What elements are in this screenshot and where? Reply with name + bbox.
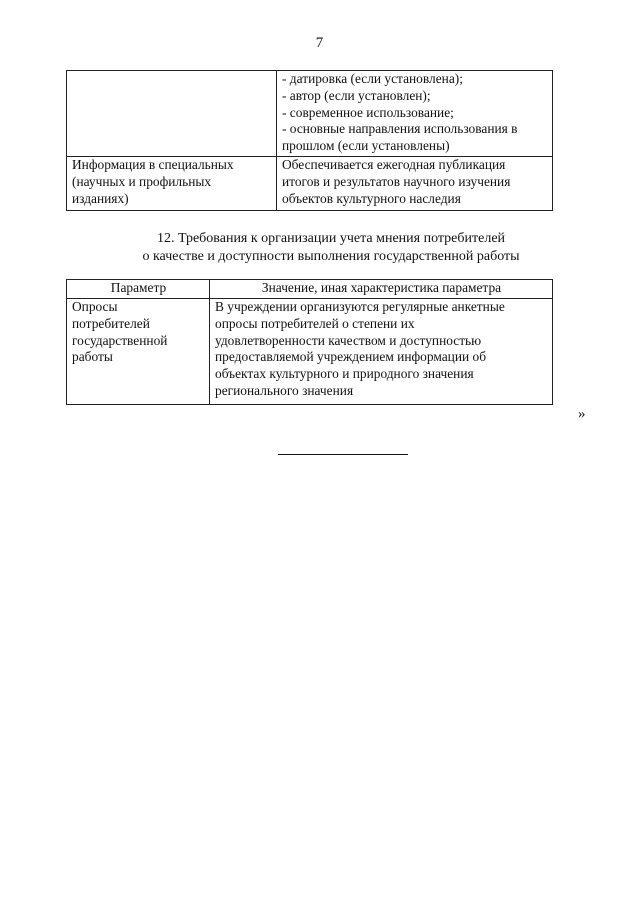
heading-line: 12. Требования к организации учета мнения потребителей bbox=[156, 231, 506, 246]
text-line: Информация в специальных bbox=[72, 156, 234, 172]
text-line: В учреждении организуются регулярные анкетные bbox=[215, 299, 505, 314]
value-cell bbox=[277, 71, 553, 157]
closing-quote: » bbox=[578, 406, 586, 422]
end-rule bbox=[278, 454, 408, 455]
param-cell bbox=[67, 156, 277, 210]
value-cell bbox=[277, 156, 553, 210]
text-line: потребителей bbox=[72, 315, 150, 331]
text-line: прошлом (если установлены) bbox=[282, 138, 450, 154]
text-line: Обеспечивается ежегодная публикация bbox=[282, 156, 506, 172]
table-row bbox=[67, 156, 553, 210]
text-line: регионального значения bbox=[215, 382, 354, 398]
section-heading bbox=[66, 230, 596, 266]
text-line: объектов культурного наследия bbox=[282, 190, 461, 206]
param-text bbox=[72, 157, 272, 207]
text-line: - современное использование; bbox=[282, 104, 454, 120]
text-line: итогов и результатов научного изучения bbox=[282, 173, 511, 189]
text-line: удовлетворенности качеством и доступностью bbox=[215, 332, 482, 348]
text-line: (научных и профильных bbox=[72, 173, 212, 189]
table-row bbox=[67, 71, 553, 157]
text-line: государственной bbox=[72, 332, 168, 348]
param-cell bbox=[67, 299, 210, 405]
text-line: опросы потребителей о степени их bbox=[215, 315, 415, 331]
page-number: 7 bbox=[315, 35, 324, 51]
param-cell bbox=[67, 71, 277, 157]
header-value: Значение, иная характеристика параметра bbox=[210, 280, 553, 299]
table-consumer-surveys bbox=[66, 279, 553, 405]
header-param: Параметр bbox=[67, 280, 210, 299]
param-text bbox=[72, 299, 205, 366]
heading-line: о качестве и доступности выполнения государственной работы bbox=[142, 249, 520, 264]
text-line: - основные направления использования в bbox=[282, 121, 518, 137]
value-text bbox=[215, 299, 548, 400]
table-header-row bbox=[67, 280, 553, 299]
table-row bbox=[67, 299, 553, 405]
text-line: - датировка (если установлена); bbox=[282, 71, 463, 86]
value-text bbox=[282, 157, 548, 207]
text-line: Опросы bbox=[72, 299, 118, 314]
text-line: объектах культурного и природного значения bbox=[215, 366, 474, 382]
value-cell bbox=[210, 299, 553, 405]
text-line: изданиях) bbox=[72, 190, 129, 206]
text-line: работы bbox=[72, 349, 113, 365]
table-object-info bbox=[66, 70, 553, 211]
text-line: предоставляемой учреждением информации об bbox=[215, 349, 487, 365]
value-text bbox=[282, 71, 548, 155]
text-line: - автор (если установлен); bbox=[282, 87, 431, 103]
